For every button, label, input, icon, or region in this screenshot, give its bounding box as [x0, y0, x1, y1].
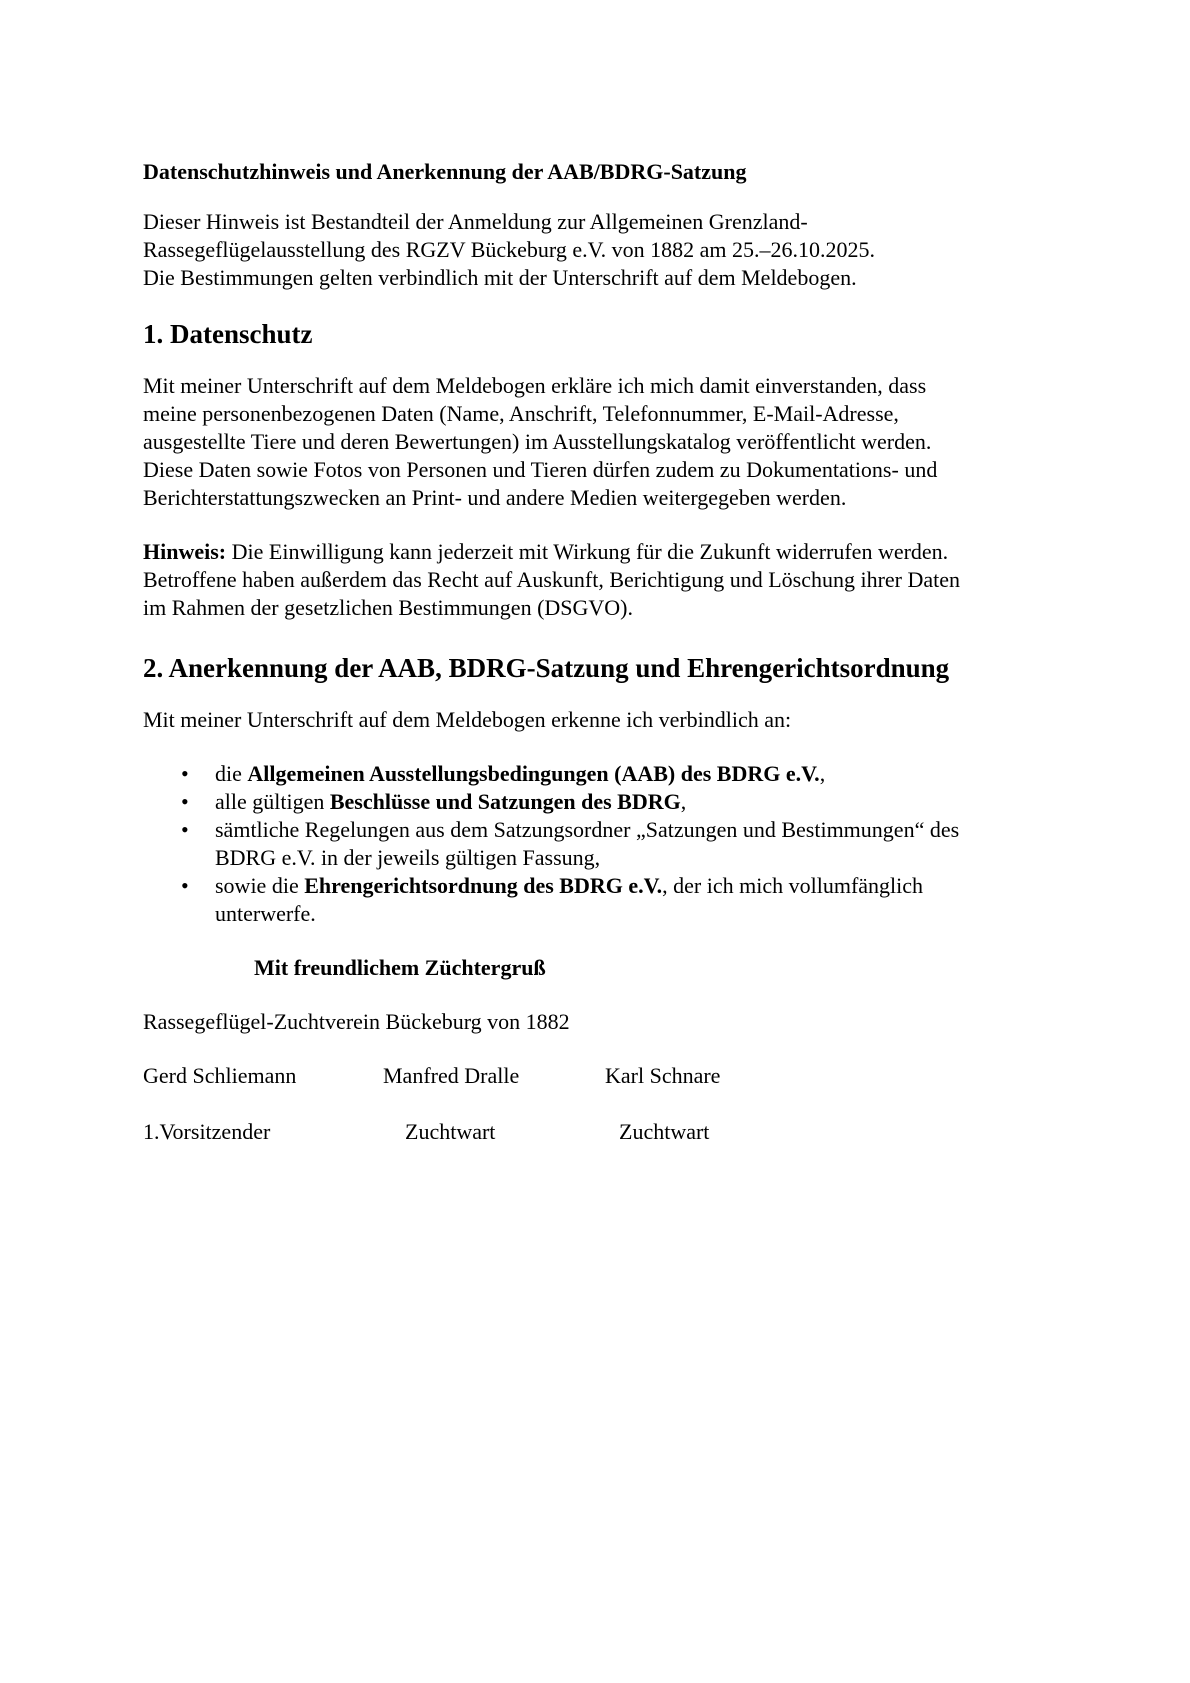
closing-greeting: Mit freundlichem Züchtergruß [254, 955, 546, 980]
paragraph-line: Die Einwilligung kann jederzeit mit Wirkung für die Zukunft widerrufen werden. [226, 539, 949, 564]
item-bold-text: Allgemeinen Ausstellungsbedingungen (AAB) des BDRG e.V. [247, 761, 820, 786]
paragraph-line: im Rahmen der gesetzlichen Bestimmungen (DSGVO). [143, 595, 634, 620]
document-title: Datenschutzhinweis und Anerkennung der AAB/BDRG-Satzung [143, 159, 747, 184]
signatory-role: Zuchtwart [619, 1119, 710, 1144]
section-heading-anerkennung: 2. Anerkennung der AAB, BDRG-Satzung und Ehrengerichtsordnung [143, 653, 950, 683]
bullet-icon: • [181, 761, 189, 786]
item-text: BDRG e.V. in der jeweils gültigen Fassung, [215, 845, 601, 870]
club-name: Rassegeflügel-Zuchtverein Bückeburg von 1882 [143, 1009, 570, 1034]
intro-line: Dieser Hinweis ist Bestandteil der Anmeldung zur Allgemeinen Grenzland- [143, 209, 808, 234]
item-bold-text: Ehrengerichtsordnung des BDRG e.V. [304, 873, 663, 898]
paragraph-line: Betroffene haben außerdem das Recht auf Auskunft, Berichtigung und Löschung ihrer Daten [143, 567, 961, 592]
acknowledgement-lead: Mit meiner Unterschrift auf dem Meldebogen erkenne ich verbindlich an: [143, 707, 792, 732]
note-label: Hinweis: [143, 539, 227, 564]
item-text: , [680, 789, 687, 814]
paragraph-line: Mit meiner Unterschrift auf dem Meldebogen erkläre ich mich damit einverstanden, dass [143, 373, 927, 398]
item-bold-text: Beschlüsse und Satzungen des BDRG [329, 789, 681, 814]
paragraph-line: Diese Daten sowie Fotos von Personen und Tieren dürfen zudem zu Dokumentations- und [143, 457, 938, 482]
item-text: sämtliche Regelungen aus dem Satzungsordner „Satzungen und Bestimmungen“ des [215, 817, 960, 842]
signatory-role: 1.Vorsitzender [143, 1119, 271, 1144]
signatory-names [143, 1062, 1063, 1090]
signatory-role: Zuchtwart [405, 1119, 496, 1144]
intro-line: Rassegeflügelausstellung des RGZV Bückeburg e.V. von 1882 am 25.–26.10.2025. [143, 237, 876, 262]
item-text: unterwerfe. [215, 901, 316, 926]
signatory-name: Manfred Dralle [383, 1063, 520, 1088]
list-item [181, 816, 1063, 872]
item-text: die [215, 761, 248, 786]
paragraph-line: ausgestellte Tiere und deren Bewertungen) im Ausstellungskatalog veröffentlicht werden. [143, 429, 932, 454]
bullet-icon: • [181, 817, 189, 842]
bullet-icon: • [181, 789, 189, 814]
bullet-icon: • [181, 873, 189, 898]
note-paragraph [143, 538, 1063, 622]
paragraph-line: meine personenbezogenen Daten (Name, Anschrift, Telefonnummer, E-Mail-Adresse, [143, 401, 899, 426]
section-heading-datenschutz: 1. Datenschutz [143, 319, 313, 349]
item-text: sowie die [215, 873, 305, 898]
item-text: , der ich mich vollumfänglich [662, 873, 924, 898]
intro-line: Die Bestimmungen gelten verbindlich mit der Unterschrift auf dem Meldebogen. [143, 265, 857, 290]
acknowledgement-list [143, 760, 1063, 928]
document-page [143, 158, 1063, 1146]
signatory-name: Gerd Schliemann [143, 1063, 297, 1088]
paragraph-line: Berichterstattungszwecken an Print- und andere Medien weitergegeben werden. [143, 485, 847, 510]
signatory-roles [143, 1118, 1063, 1146]
item-text: , [819, 761, 826, 786]
list-item [181, 788, 1063, 816]
signatory-name: Karl Schnare [605, 1063, 721, 1088]
consent-paragraph [143, 372, 1063, 512]
intro-paragraph [143, 208, 1063, 292]
list-item [181, 760, 1063, 788]
list-item [181, 872, 1063, 928]
item-text: alle gültigen [215, 789, 330, 814]
